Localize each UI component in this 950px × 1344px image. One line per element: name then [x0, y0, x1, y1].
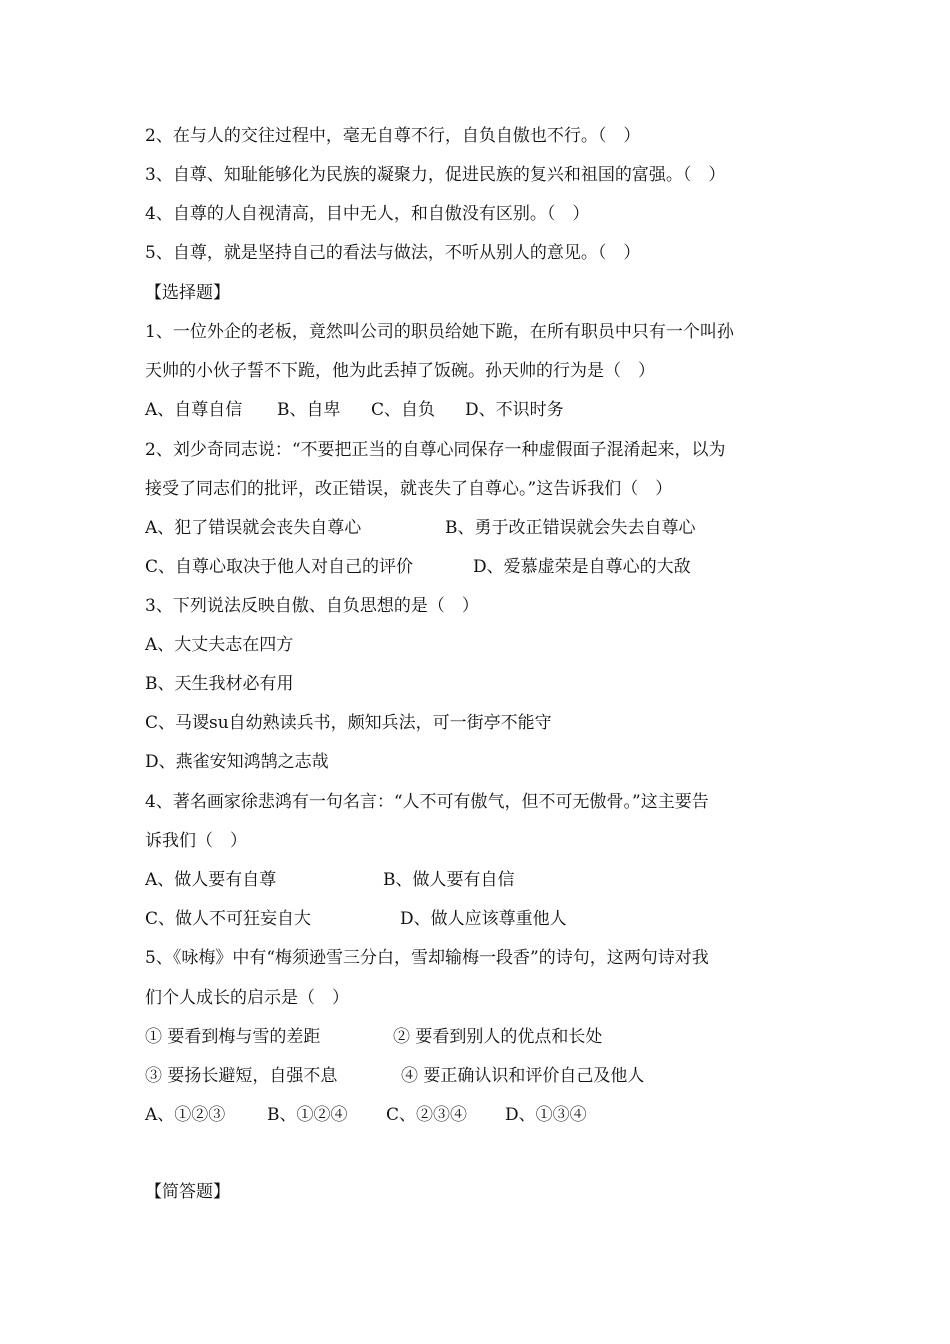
q3-option-c: C、马谡su自幼熟读兵书，颇知兵法，可一街亭不能守 — [145, 713, 552, 733]
q4-stem-line1: 4、著名画家徐悲鸿有一句名言：“人不可有傲气，但不可无傲骨。”这主要告 — [145, 792, 709, 812]
judgement-item-5: 5、自尊，就是坚持自己的看法与做法，不听从别人的意见。（ ） — [145, 243, 641, 263]
judgement-item-4: 4、自尊的人自视清高，目中无人，和自傲没有区别。（ ） — [145, 204, 590, 224]
q4-option-a: A、做人要有自尊 — [145, 870, 277, 890]
q3-option-a: A、大丈夫志在四方 — [145, 635, 294, 655]
q2-option-a: A、犯了错误就会丧失自尊心 — [145, 518, 362, 538]
q5-stem-line2: 们个人成长的启示是（ ） — [145, 988, 349, 1008]
q1-option-a: A、自尊自信 — [145, 400, 243, 420]
q1-option-d: D、不识时务 — [465, 400, 564, 420]
q1-option-b: B、自卑 — [277, 400, 341, 420]
q5-option-c: C、②③④ — [386, 1105, 468, 1125]
q2-option-d: D、爱慕虚荣是自尊心的大敌 — [473, 557, 691, 577]
q2-option-c: C、自尊心取决于他人对自己的评价 — [145, 557, 414, 577]
q5-statement-2: ② 要看到别人的优点和长处 — [393, 1027, 603, 1047]
q1-stem-line2: 天帅的小伙子誓不下跪，他为此丢掉了饭碗。孙天帅的行为是（ ） — [145, 361, 655, 381]
choice-section-title: 【选择题】 — [145, 283, 230, 303]
q3-option-b: B、天生我材必有用 — [145, 674, 294, 694]
q1-stem-line1: 1、一位外企的老板，竟然叫公司的职员给她下跪，在所有职员中只有一个叫孙 — [145, 322, 734, 342]
q1-option-c: C、自负 — [371, 400, 436, 420]
q2-stem-line1: 2、刘少奇同志说：“不要把正当的自尊心同保存一种虚假面子混淆起来，以为 — [145, 440, 726, 460]
q4-option-d: D、做人应该尊重他人 — [400, 909, 567, 929]
q2-option-b: B、勇于改正错误就会失去自尊心 — [445, 518, 696, 538]
q4-stem-line2: 诉我们（ ） — [145, 831, 247, 851]
q3-option-d: D、燕雀安知鸿鹄之志哉 — [145, 752, 329, 772]
short-answer-section-title: 【简答题】 — [145, 1182, 230, 1202]
q3-stem: 3、下列说法反映自傲、自负思想的是（ ） — [145, 596, 479, 616]
judgement-item-2: 2、在与人的交往过程中，毫无自尊不行，自负自傲也不行。（ ） — [145, 126, 641, 146]
q2-stem-line2: 接受了同志们的批评，改正错误，就丧失了自尊心。”这告诉我们（ ） — [145, 479, 673, 499]
q5-option-d: D、①③④ — [505, 1105, 587, 1125]
q5-option-b: B、①②④ — [267, 1105, 348, 1125]
q5-statement-4: ④ 要正确认识和评价自己及他人 — [401, 1066, 645, 1086]
q5-stem-line1: 5、《咏梅》中有“梅须逊雪三分白，雪却输梅一段香”的诗句，这两句诗对我 — [145, 948, 709, 968]
q5-statement-3: ③ 要扬长避短，自强不息 — [145, 1066, 338, 1086]
q4-option-c: C、做人不可狂妄自大 — [145, 909, 312, 929]
q5-statement-1: ① 要看到梅与雪的差距 — [145, 1027, 321, 1047]
judgement-item-3: 3、自尊、知耻能够化为民族的凝聚力，促进民族的复兴和祖国的富强。（ ） — [145, 165, 726, 185]
q5-option-a: A、①②③ — [145, 1105, 226, 1125]
q4-option-b: B、做人要有自信 — [383, 870, 515, 890]
